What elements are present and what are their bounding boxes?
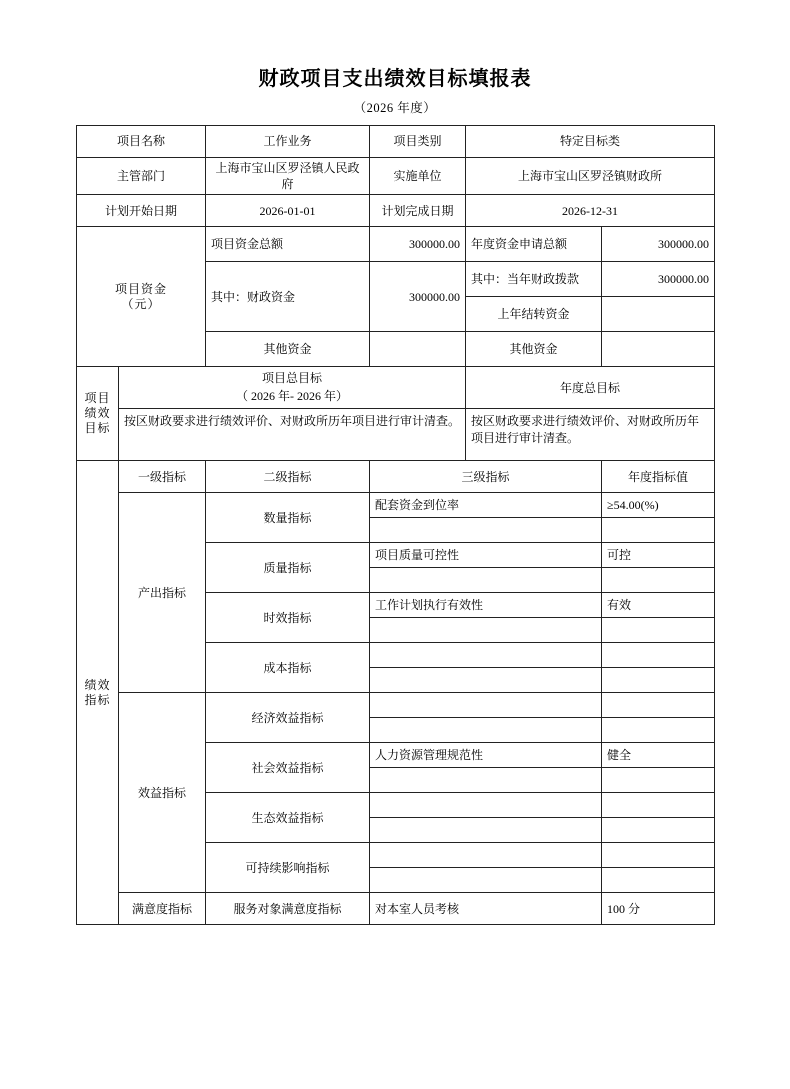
indicators-section-line1: 绩效 <box>84 677 111 692</box>
cell-annual-indicator-value <box>602 693 715 718</box>
cell-annual-indicator-value <box>602 718 715 743</box>
cell-satisfaction-level1: 满意度指标 <box>119 893 206 925</box>
cell-annual-indicator-value <box>602 868 715 893</box>
table-row-supervising-dept <box>77 158 715 195</box>
cell-level3-indicator <box>370 668 602 693</box>
header-total-goal <box>119 367 466 409</box>
cell-level3-indicator <box>370 693 602 718</box>
table-row-project-name <box>77 126 715 158</box>
label-project-name: 项目名称 <box>77 126 206 158</box>
label-goals-section <box>77 367 119 461</box>
indicators-section-line2: 指标 <box>84 692 111 707</box>
value-project-name: 工作业务 <box>206 126 370 158</box>
cell-level2-indicator: 社会效益指标 <box>206 743 370 793</box>
cell-level3-indicator <box>370 868 602 893</box>
cell-annual-indicator-value <box>602 818 715 843</box>
cell-level3-indicator: 人力资源管理规范性 <box>370 743 602 768</box>
cell-satisfaction-level2: 服务对象满意度指标 <box>206 893 370 925</box>
cell-level2-indicator: 可持续影响指标 <box>206 843 370 893</box>
total-goal-header-line2: （ 2026 年- 2026 年） <box>236 388 349 403</box>
label-project-category: 项目类别 <box>370 126 466 158</box>
table-row-funding-total <box>77 227 715 262</box>
cell-level3-indicator <box>370 818 602 843</box>
page-subtitle: （2026 年度） <box>353 101 437 115</box>
value-end-date: 2026-12-31 <box>466 195 715 227</box>
header-level2-indicator: 二级指标 <box>206 461 370 493</box>
cell-annual-indicator-value: 健全 <box>602 743 715 768</box>
total-goal-header-line1: 项目总目标 <box>262 371 323 386</box>
table-row-goals-header <box>77 367 715 409</box>
label-end-date: 计划完成日期 <box>370 195 466 227</box>
cell-level3-indicator <box>370 843 602 868</box>
cell-level3-indicator <box>370 518 602 543</box>
label-funding-total: 项目资金总额 <box>206 227 370 262</box>
header-annual-indicator-value: 年度指标值 <box>602 461 715 493</box>
cell-level3-indicator <box>370 643 602 668</box>
label-current-year-allocation: 其中：当年财政拨款 <box>466 262 602 297</box>
cell-annual-indicator-value: 有效 <box>602 593 715 618</box>
cell-level3-indicator <box>370 793 602 818</box>
value-start-date: 2026-01-01 <box>206 195 370 227</box>
label-start-date: 计划开始日期 <box>77 195 206 227</box>
label-funding-fiscal: 其中：财政资金 <box>206 262 370 332</box>
text-total-goal: 按区财政要求进行绩效评价、对财政所历年项目进行审计清查。 <box>119 409 466 461</box>
label-other-funding-left: 其他资金 <box>206 332 370 367</box>
performance-goal-form-table <box>76 125 715 925</box>
table-row-goals-body <box>77 409 715 461</box>
label-funding-section <box>77 227 206 367</box>
cell-annual-indicator-value <box>602 618 715 643</box>
cell-annual-indicator-value: 可控 <box>602 543 715 568</box>
label-indicators-section <box>77 461 119 925</box>
value-implementing-unit: 上海市宝山区罗泾镇财政所 <box>466 158 715 195</box>
table-row-indicator <box>77 693 715 718</box>
cell-level2-indicator: 成本指标 <box>206 643 370 693</box>
table-row-indicators-header <box>77 461 715 493</box>
cell-annual-indicator-value: ≥54.00(%) <box>602 493 715 518</box>
cell-level3-indicator <box>370 618 602 643</box>
cell-level3-indicator: 项目质量可控性 <box>370 543 602 568</box>
cell-level2-indicator: 数量指标 <box>206 493 370 543</box>
cell-level3-indicator <box>370 568 602 593</box>
cell-level2-indicator: 时效指标 <box>206 593 370 643</box>
cell-satisfaction-level3: 对本室人员考核 <box>370 893 602 925</box>
cell-level3-indicator <box>370 768 602 793</box>
cell-annual-indicator-value <box>602 568 715 593</box>
funding-section-line1: 项目资金 <box>115 281 168 296</box>
value-current-year-allocation: 300000.00 <box>602 262 715 297</box>
cell-satisfaction-value: 100 分 <box>602 893 715 925</box>
cell-annual-indicator-value <box>602 768 715 793</box>
goals-section-line1: 项目 <box>84 391 111 406</box>
value-funding-fiscal: 300000.00 <box>370 262 466 332</box>
cell-level2-indicator: 质量指标 <box>206 543 370 593</box>
label-other-funding-right: 其他资金 <box>466 332 602 367</box>
table-row-satisfaction-indicator <box>77 893 715 925</box>
cell-annual-indicator-value <box>602 793 715 818</box>
cell-annual-indicator-value <box>602 843 715 868</box>
cell-level3-indicator: 工作计划执行有效性 <box>370 593 602 618</box>
header-annual-goal: 年度总目标 <box>466 367 715 409</box>
value-other-funding-left <box>370 332 466 367</box>
cell-annual-indicator-value <box>602 518 715 543</box>
value-funding-total: 300000.00 <box>370 227 466 262</box>
cell-level1-indicator: 产出指标 <box>119 493 206 693</box>
header-level3-indicator: 三级指标 <box>370 461 602 493</box>
value-other-funding-right <box>602 332 715 367</box>
value-annual-apply-total: 300000.00 <box>602 227 715 262</box>
cell-annual-indicator-value <box>602 643 715 668</box>
table-row-dates <box>77 195 715 227</box>
page-title: 财政项目支出绩效目标填报表 <box>258 68 532 90</box>
funding-section-line2: （元） <box>121 296 161 311</box>
value-carryover-funding <box>602 297 715 332</box>
goals-section-line3: 目标 <box>84 421 111 436</box>
value-project-category: 特定目标类 <box>466 126 715 158</box>
cell-annual-indicator-value <box>602 668 715 693</box>
cell-level3-indicator: 配套资金到位率 <box>370 493 602 518</box>
label-implementing-unit: 实施单位 <box>370 158 466 195</box>
label-supervising-dept: 主管部门 <box>77 158 206 195</box>
cell-level1-indicator: 效益指标 <box>119 693 206 893</box>
cell-level2-indicator: 经济效益指标 <box>206 693 370 743</box>
value-supervising-dept: 上海市宝山区罗泾镇人民政府 <box>206 158 370 195</box>
cell-level2-indicator: 生态效益指标 <box>206 793 370 843</box>
table-row-indicator <box>77 493 715 518</box>
header-level1-indicator: 一级指标 <box>119 461 206 493</box>
goals-section-line2: 绩效 <box>84 406 111 421</box>
label-annual-apply-total: 年度资金申请总额 <box>466 227 602 262</box>
text-annual-goal: 按区财政要求进行绩效评价、对财政所历年项目进行审计清查。 <box>466 409 715 461</box>
cell-level3-indicator <box>370 718 602 743</box>
label-carryover-funding: 上年结转资金 <box>466 297 602 332</box>
